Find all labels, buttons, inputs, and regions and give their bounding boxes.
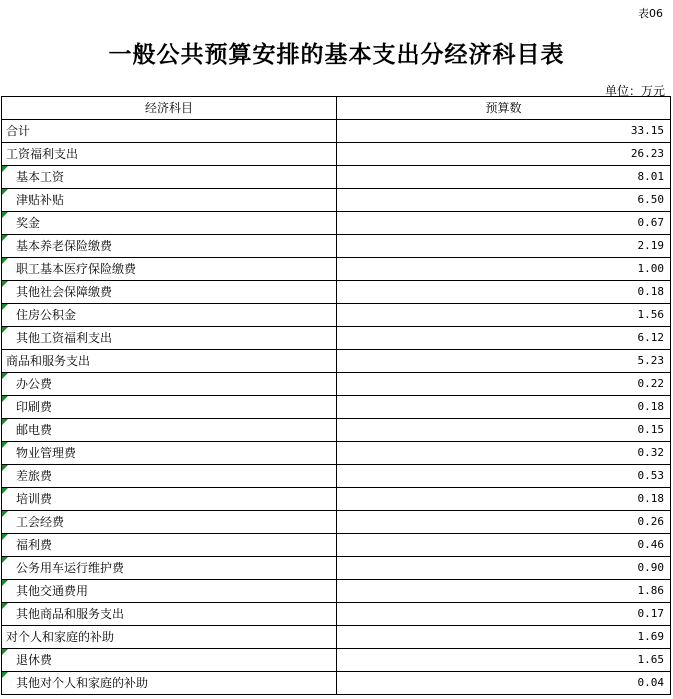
amount-cell[interactable]: 6.50 bbox=[337, 189, 671, 212]
amount-cell[interactable]: 0.26 bbox=[337, 511, 671, 534]
category-cell[interactable]: 住房公积金 bbox=[2, 304, 337, 327]
category-cell[interactable]: 工资福利支出 bbox=[2, 143, 337, 166]
category-cell[interactable]: 印刷费 bbox=[2, 396, 337, 419]
table-row[interactable] bbox=[2, 672, 671, 695]
amount-cell[interactable]: 0.32 bbox=[337, 442, 671, 465]
table-row[interactable] bbox=[2, 327, 671, 350]
amount-cell[interactable]: 8.01 bbox=[337, 166, 671, 189]
category-cell[interactable]: 退休费 bbox=[2, 649, 337, 672]
category-cell[interactable]: 其他对个人和家庭的补助 bbox=[2, 672, 337, 695]
amount-cell[interactable]: 5.23 bbox=[337, 350, 671, 373]
amount-cell[interactable]: 0.15 bbox=[337, 419, 671, 442]
table-row[interactable] bbox=[2, 396, 671, 419]
table-row[interactable] bbox=[2, 511, 671, 534]
table-row[interactable] bbox=[2, 442, 671, 465]
category-cell[interactable]: 其他交通费用 bbox=[2, 580, 337, 603]
header-economic-category: 经济科目 bbox=[2, 97, 337, 120]
table-row[interactable] bbox=[2, 649, 671, 672]
table-row[interactable] bbox=[2, 603, 671, 626]
amount-cell[interactable]: 0.17 bbox=[337, 603, 671, 626]
table-row[interactable] bbox=[2, 580, 671, 603]
category-cell[interactable]: 奖金 bbox=[2, 212, 337, 235]
category-cell[interactable]: 基本养老保险缴费 bbox=[2, 235, 337, 258]
expenditure-table bbox=[1, 96, 671, 695]
amount-cell[interactable]: 0.18 bbox=[337, 488, 671, 511]
category-cell[interactable]: 邮电费 bbox=[2, 419, 337, 442]
category-cell[interactable]: 合计 bbox=[2, 120, 337, 143]
category-cell[interactable]: 对个人和家庭的补助 bbox=[2, 626, 337, 649]
table-row[interactable] bbox=[2, 465, 671, 488]
table-row[interactable] bbox=[2, 212, 671, 235]
table-row[interactable] bbox=[2, 258, 671, 281]
sheet-number: 表06 bbox=[638, 7, 663, 20]
amount-cell[interactable]: 0.90 bbox=[337, 557, 671, 580]
amount-cell[interactable]: 0.46 bbox=[337, 534, 671, 557]
amount-cell[interactable]: 33.15 bbox=[337, 120, 671, 143]
table-row[interactable] bbox=[2, 189, 671, 212]
amount-cell[interactable]: 1.65 bbox=[337, 649, 671, 672]
table-row[interactable] bbox=[2, 281, 671, 304]
table-row[interactable] bbox=[2, 534, 671, 557]
header-row bbox=[2, 97, 671, 120]
amount-cell[interactable]: 0.22 bbox=[337, 373, 671, 396]
amount-cell[interactable]: 26.23 bbox=[337, 143, 671, 166]
header-budget-amount: 预算数 bbox=[337, 97, 671, 120]
category-cell[interactable]: 差旅费 bbox=[2, 465, 337, 488]
category-cell[interactable]: 福利费 bbox=[2, 534, 337, 557]
table-row[interactable] bbox=[2, 350, 671, 373]
table-row[interactable] bbox=[2, 143, 671, 166]
table-row[interactable] bbox=[2, 557, 671, 580]
amount-cell[interactable]: 2.19 bbox=[337, 235, 671, 258]
amount-cell[interactable]: 0.18 bbox=[337, 396, 671, 419]
category-cell[interactable]: 工会经费 bbox=[2, 511, 337, 534]
amount-cell[interactable]: 0.18 bbox=[337, 281, 671, 304]
table-row[interactable] bbox=[2, 373, 671, 396]
category-cell[interactable]: 基本工资 bbox=[2, 166, 337, 189]
table-row[interactable] bbox=[2, 626, 671, 649]
page-title: 一般公共预算安排的基本支出分经济科目表 bbox=[108, 41, 565, 68]
amount-cell[interactable]: 0.04 bbox=[337, 672, 671, 695]
table-row[interactable] bbox=[2, 304, 671, 327]
table-row[interactable] bbox=[2, 235, 671, 258]
amount-cell[interactable]: 0.53 bbox=[337, 465, 671, 488]
amount-cell[interactable]: 1.69 bbox=[337, 626, 671, 649]
category-cell[interactable]: 其他商品和服务支出 bbox=[2, 603, 337, 626]
category-cell[interactable]: 职工基本医疗保险缴费 bbox=[2, 258, 337, 281]
category-cell[interactable]: 津贴补贴 bbox=[2, 189, 337, 212]
table-row[interactable] bbox=[2, 419, 671, 442]
category-cell[interactable]: 办公费 bbox=[2, 373, 337, 396]
category-cell[interactable]: 公务用车运行维护费 bbox=[2, 557, 337, 580]
table-row[interactable] bbox=[2, 166, 671, 189]
category-cell[interactable]: 物业管理费 bbox=[2, 442, 337, 465]
category-cell[interactable]: 其他社会保障缴费 bbox=[2, 281, 337, 304]
table-row[interactable] bbox=[2, 488, 671, 511]
amount-cell[interactable]: 6.12 bbox=[337, 327, 671, 350]
unit-label: 单位：万元 bbox=[604, 84, 665, 98]
category-cell[interactable]: 培训费 bbox=[2, 488, 337, 511]
amount-cell[interactable]: 0.67 bbox=[337, 212, 671, 235]
category-cell[interactable]: 其他工资福利支出 bbox=[2, 327, 337, 350]
amount-cell[interactable]: 1.86 bbox=[337, 580, 671, 603]
category-cell[interactable]: 商品和服务支出 bbox=[2, 350, 337, 373]
amount-cell[interactable]: 1.00 bbox=[337, 258, 671, 281]
table-row[interactable] bbox=[2, 120, 671, 143]
amount-cell[interactable]: 1.56 bbox=[337, 304, 671, 327]
